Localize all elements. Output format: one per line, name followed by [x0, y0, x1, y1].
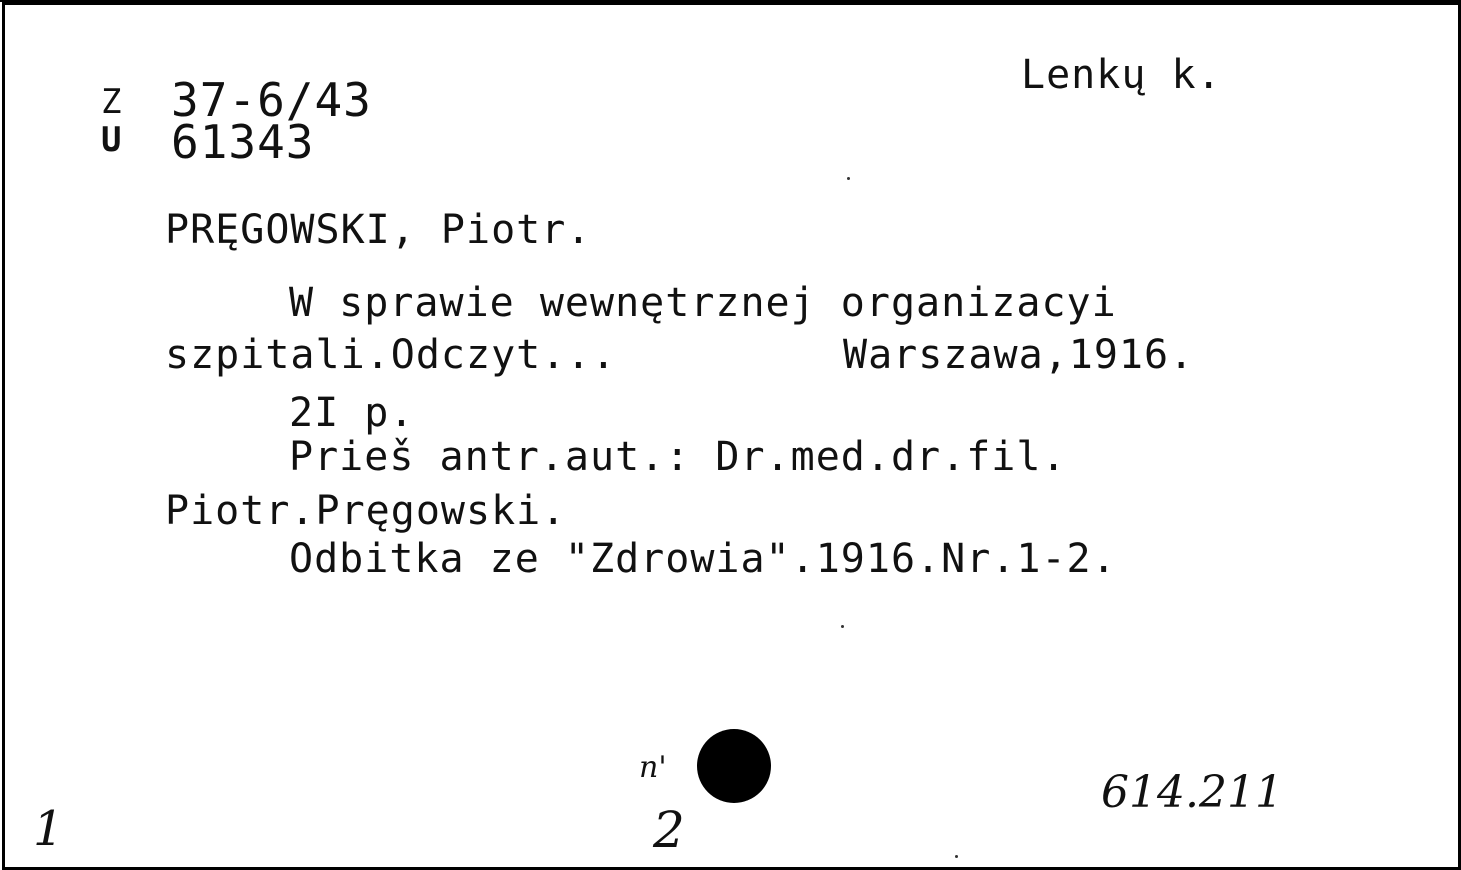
- title-line-1: W sprawie wewnętrznej organizacyi: [289, 280, 1117, 326]
- speck: [841, 625, 844, 628]
- punch-hole: [697, 729, 771, 803]
- call-number-prefix-u: U: [101, 120, 123, 160]
- offprint-note: Odbitka ze "Zdrowia".1916.Nr.1-2.: [289, 536, 1117, 582]
- note-line-1: Prieš antr.aut.: Dr.med.dr.fil.: [289, 434, 1067, 480]
- speck: [955, 855, 958, 858]
- title-line-2: szpitali.Odczyt...: [165, 332, 617, 378]
- call-number-prefix-z: Z: [101, 82, 123, 122]
- imprint-place-year: Warszawa,1916.: [843, 332, 1195, 378]
- handwritten-classification: 614.211: [1101, 767, 1283, 818]
- call-number-shelf: 37-6/43: [171, 73, 372, 127]
- handwritten-copy-number: 2: [653, 801, 685, 859]
- location-note: Lenkų k.: [1021, 52, 1222, 98]
- pagination: 2I p.: [289, 390, 415, 436]
- handwritten-left-number: 1: [33, 801, 64, 857]
- catalog-card: [2, 2, 1461, 870]
- author-heading: PRĘGOWSKI, Piotr.: [165, 207, 592, 253]
- handwritten-mark: n': [639, 750, 667, 785]
- note-line-2: Piotr.Pręgowski.: [165, 488, 567, 534]
- speck: [847, 177, 850, 180]
- call-number-inventory: 61343: [171, 115, 315, 169]
